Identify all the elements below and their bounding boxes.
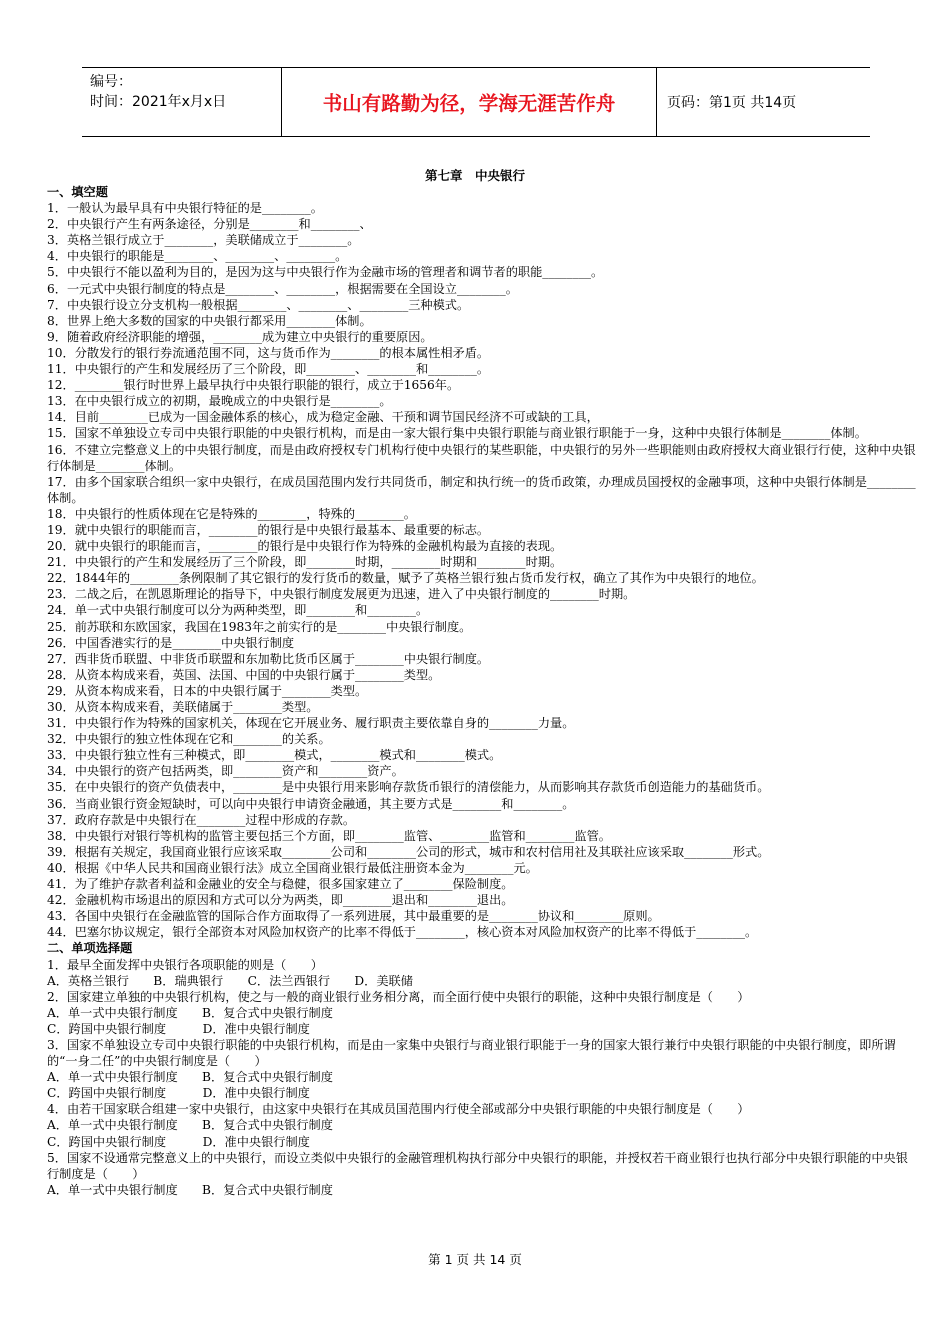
fill-blank-item: 37．政府存款是中央银行在________过程中形成的存款。 <box>47 812 356 827</box>
fill-blank-item: 17．由多个国家联合组织一家中央银行，在成员国范围内发行共同货币，制定和执行统一的货币政策，办理成员国授权的金融事项，这种中央银行体制是________体制。 <box>47 474 916 505</box>
fill-blank-item: 36．当商业银行资金短缺时，可以向中央银行申请资金融通，其主要方式是________和________。 <box>47 796 575 811</box>
single-choice-list <box>47 957 917 1198</box>
fill-blank-item: 42．金融机构市场退出的原因和方式可以分为两类，即________退出和________退出。 <box>47 893 514 908</box>
fill-blank-list <box>47 200 917 940</box>
fill-blank-item: 5．中央银行不能以盈利为目的，是因为这与中央银行作为金融市场的管理者和调节者的职能________。 <box>47 265 604 280</box>
fill-blank-item: 24．单一式中央银行制度可以分为两种类型，即________和________。 <box>47 603 429 618</box>
fill-blank-item: 30．从资本构成来看，美联储属于________类型。 <box>47 700 319 714</box>
fill-blank-item: 40．根据《中华人民共和国商业银行法》成立全国商业银行最低注册资本金为________元。 <box>47 860 538 875</box>
fill-blank-item: 1．一般认为最早具有中央银行特征的是________。 <box>47 201 323 216</box>
fill-blank-item: 4．中央银行的职能是________、________、________。 <box>47 249 348 264</box>
question-line: 3．国家不单独设立专司中央银行职能的中央银行机构，而是由一家集中央银行与商业银行职能于一身的国家大银行兼行中央银行职能的中央银行制度，即所谓的“一身二任”的中央银行制度是（ ） <box>47 1037 896 1069</box>
fill-blank-item: 9．随着政府经济职能的增强，________成为建立中央银行的重要原因。 <box>47 329 433 344</box>
section-heading-single-choice: 二、单项选择题 <box>47 941 133 956</box>
fill-blank-item: 15．国家不单独设立专司中央银行职能的中央银行机构，而是由一家大银行集中央银行职能与商业银行职能于一身，这种中央银行体制是________体制。 <box>47 426 867 441</box>
fill-blank-item: 11．中央银行的产生和发展经历了三个阶段，即________、________和________。 <box>47 362 490 377</box>
fill-blank-item: 39．根据有关规定，我国商业银行应该采取________公司和________公司的形式，城市和农村信用社及其联社应该采取________形式。 <box>47 844 770 859</box>
fill-blank-item: 19．就中央银行的职能而言，________的银行是中央银行最基本、最重要的标志。 <box>47 522 490 537</box>
fill-blank-item: 32．中央银行的独立性体现在它和________的关系。 <box>47 732 331 747</box>
chapter-title: 第七章 中央银行 <box>424 168 525 183</box>
question-line: A．单一式中央银行制度 B．复合式中央银行制度 <box>47 1118 333 1133</box>
question-line: 5．国家不设通常完整意义上的中央银行，而设立类似中央银行的金融管理机构执行部分中央银行的职能，并授权若干商业银行也执行部分中央银行职能的中央银行制度是（ ） <box>47 1150 908 1181</box>
time-label: 时间：2021年x月x日 <box>90 94 227 110</box>
question-line: C．跨国中央银行制度 D．准中央银行制度 <box>47 1021 310 1036</box>
fill-blank-item: 28．从资本构成来看，英国、法国、中国的中央银行属于________类型。 <box>47 667 441 682</box>
fill-blank-item: 20．就中央银行的职能而言，________的银行是中央银行作为特殊的金融机构最为直接的表现。 <box>47 539 563 554</box>
header-meta <box>82 68 282 136</box>
fill-blank-item: 38．中央银行对银行等机构的监管主要包括三个方面，即________监管、________监管和________监管。 <box>47 828 611 843</box>
fill-blank-item: 29．从资本构成来看，日本的中央银行属于________类型。 <box>47 683 368 698</box>
page-info: 页码：第1页 共14页 <box>667 95 797 111</box>
fill-blank-item: 21．中央银行的产生和发展经历了三个阶段，即________时期，________时期和________时期。 <box>47 555 563 570</box>
question-line: A．英格兰银行 B．瑞典银行 C．法兰西银行 D．美联储 <box>47 973 413 988</box>
fill-blank-item: 3．英格兰银行成立于________，美联储成立于________。 <box>47 233 360 248</box>
question-line: A．单一式中央银行制度 B．复合式中央银行制度 <box>47 1182 333 1197</box>
fill-blank-item: 41．为了维护存款者利益和金融业的安全与稳健，很多国家建立了________保险制度。 <box>47 877 514 892</box>
fill-blank-item: 34．中央银行的资产包括两类，即________资产和________资产。 <box>47 764 404 779</box>
question-line: A．单一式中央银行制度 B．复合式中央银行制度 <box>47 1005 333 1020</box>
fill-blank-item: 16．不建立完整意义上的中央银行制度，而是由政府授权专门机构行使中央银行的某些职能，中央银行的另外一些职能则由政府授权大商业银行行使，这种中央银行体制是________体制。 <box>47 442 916 473</box>
question-line: 1．最早全面发挥中央银行各项职能的则是（ ） <box>47 957 323 972</box>
fill-blank-item: 6．一元式中央银行制度的特点是________、________，根据需要在全国设立________。 <box>47 281 518 296</box>
number-label: 编号： <box>90 74 132 90</box>
fill-blank-item: 33．中央银行独立性有三种模式，即________模式，________模式和________模式。 <box>47 748 502 763</box>
fill-blank-item: 2．中央银行产生有两条途径，分别是________和________、 <box>47 217 372 232</box>
fill-blank-item: 10．分散发行的银行券流通范围不同，这与货币作为________的根本属性相矛盾。 <box>47 345 490 360</box>
fill-blank-item: 22．1844年的________条例限制了其它银行的发行货币的数量，赋予了英格兰银行独占货币发行权，确立了其作为中央银行的地位。 <box>47 571 764 586</box>
section-heading-fill-blank: 一、填空题 <box>47 185 108 199</box>
question-line: C．跨国中央银行制度 D．准中央银行制度 <box>47 1086 310 1101</box>
fill-blank-item: 43．各国中央银行在金融监管的国际合作方面取得了一系列进展，其中最重要的是________协议和________原则。 <box>47 909 660 924</box>
fill-blank-item: 27．西非货币联盟、中非货币联盟和东加勒比货币区属于________中央银行制度。 <box>47 651 490 666</box>
document-header <box>82 67 870 137</box>
fill-blank-item: 7．中央银行设立分支机构一般根据________、________、________三种模式。 <box>47 297 470 312</box>
fill-blank-item: 26．中国香港实行的是________中央银行制度 <box>47 635 295 650</box>
question-line: 2．国家建立单独的中央银行机构，使之与一般的商业银行业务相分离，而全面行使中央银行的职能，这种中央银行制度是（ ） <box>47 989 750 1004</box>
fill-blank-item: 12．________银行时世界上最早执行中央银行职能的银行，成立于1656年。 <box>47 378 460 393</box>
motto: 书山有路勤为径，学海无涯苦作舟 <box>282 68 657 136</box>
fill-blank-item: 31．中央银行作为特殊的国家机关，体现在它开展业务、履行职责主要依靠自身的________力量。 <box>47 716 575 731</box>
page-footer: 第 1 页 共 14 页 <box>428 1252 522 1267</box>
question-line: 4．由若干国家联合组建一家中央银行，由这家中央银行在其成员国范围内行使全部或部分中央银行职能的中央银行制度是（ ） <box>47 1102 750 1117</box>
fill-blank-item: 44．巴塞尔协议规定，银行全部资本对风险加权资产的比率不得低于________，核心资本对风险加权资产的比率不得低于________。 <box>47 925 758 940</box>
fill-blank-item: 13．在中央银行成立的初期，最晚成立的中央银行是________。 <box>47 394 392 409</box>
fill-blank-item: 25．前苏联和东欧国家，我国在1983年之前实行的是________中央银行制度。 <box>47 619 472 634</box>
fill-blank-item: 35．在中央银行的资产负债表中，________是中央银行用来影响存款货币银行的清偿能力，从而影响其存款货币创造能力的基础货币。 <box>47 780 770 795</box>
fill-blank-item: 23．二战之后，在凯恩斯理论的指导下，中央银行制度发展更为迅速，进入了中央银行制度的________时期。 <box>47 587 636 602</box>
fill-blank-item: 14．目前________已成为一国金融体系的核心，成为稳定金融、干预和调节国民经济不可或缺的工具， <box>47 410 599 425</box>
question-line: C．跨国中央银行制度 D．准中央银行制度 <box>47 1134 310 1149</box>
fill-blank-item: 18．中央银行的性质体现在它是特殊的________，特殊的________。 <box>47 506 416 521</box>
document-body <box>47 184 917 1198</box>
fill-blank-item: 8．世界上绝大多数的国家的中央银行都采用________体制。 <box>47 313 372 328</box>
question-line: A．单一式中央银行制度 B．复合式中央银行制度 <box>47 1070 333 1085</box>
